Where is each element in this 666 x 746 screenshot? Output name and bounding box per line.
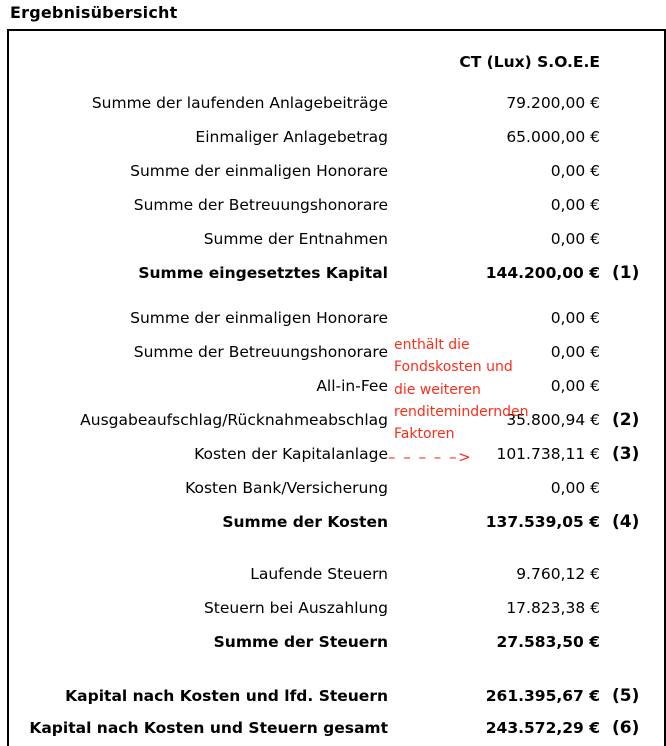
row-label: Summe eingesetztes Kapital: [138, 264, 388, 282]
annotation-arrow-icon: – – – – –>: [388, 448, 473, 466]
row-value: 137.539,05 €: [485, 513, 600, 531]
column-header: CT (Lux) S.O.E.E: [459, 53, 600, 71]
table-section: [9, 86, 664, 290]
row-value: 144.200,00 €: [485, 264, 600, 282]
row-value: 65.000,00 €: [506, 128, 600, 146]
row-label: Summe der laufenden Anlagebeiträge: [91, 94, 388, 112]
table-row: [9, 471, 664, 505]
row-value: 0,00 €: [550, 162, 600, 180]
row-footnote: (3): [612, 444, 640, 464]
row-value: 9.760,12 €: [516, 565, 600, 583]
row-value: 0,00 €: [550, 377, 600, 395]
table-row: [9, 403, 664, 437]
row-label: Summe der Kosten: [222, 513, 388, 531]
annotation-line: enthält die: [394, 337, 470, 353]
row-value: 79.200,00 €: [506, 94, 600, 112]
table-row: [9, 505, 664, 539]
table-row: [9, 680, 664, 712]
table-row: [9, 335, 664, 369]
table-row: [9, 591, 664, 625]
table-row: [9, 437, 664, 471]
row-value: 17.823,38 €: [506, 599, 600, 617]
page-title: Ergebnisübersicht: [10, 3, 178, 22]
row-value: 243.572,29 €: [485, 719, 600, 737]
table-row: [9, 557, 664, 591]
table-row: [9, 222, 664, 256]
table-row: [9, 120, 664, 154]
table-section: [9, 557, 664, 659]
annotation-line: Fondskosten und: [394, 359, 513, 376]
row-label: Ausgabeaufschlag/Rücknahmeabschlag: [80, 411, 388, 429]
table-row: [9, 712, 664, 744]
table-section: [9, 301, 664, 539]
row-value: 0,00 €: [550, 196, 600, 214]
row-label: Laufende Steuern: [250, 565, 388, 583]
annotation-line: die weiteren: [394, 381, 481, 398]
table-row: [9, 154, 664, 188]
table-row: [9, 188, 664, 222]
row-label: Summe der Entnahmen: [203, 230, 388, 248]
row-label: Steuern bei Auszahlung: [203, 599, 388, 617]
row-footnote: (1): [612, 263, 640, 283]
row-label: Kapital nach Kosten und Steuern gesamt: [29, 719, 388, 737]
row-label: Kosten Bank/Versicherung: [185, 479, 388, 497]
row-footnote: (2): [612, 410, 640, 430]
row-label: Summe der Betreuungshonorare: [133, 343, 388, 361]
row-value: 261.395,67 €: [485, 687, 600, 705]
annotation-line: renditemindernden: [394, 403, 529, 420]
row-label: Summe der einmaligen Honorare: [130, 309, 388, 327]
table-section: [9, 680, 664, 744]
row-value: 0,00 €: [550, 309, 600, 327]
row-value: 0,00 €: [550, 230, 600, 248]
results-box: [7, 29, 666, 746]
table-row: [9, 301, 664, 335]
table-row: [9, 625, 664, 659]
row-label: Summe der Betreuungshonorare: [133, 196, 388, 214]
column-header-row: [9, 45, 664, 79]
table-row: [9, 256, 664, 290]
row-footnote: (5): [612, 686, 640, 706]
table-row: [9, 369, 664, 403]
row-value: 27.583,50 €: [496, 633, 600, 651]
annotation-line: Faktoren: [394, 426, 455, 443]
annotation-text: [394, 334, 564, 445]
row-value: 35.800,94 €: [506, 411, 600, 429]
table-body: [9, 86, 664, 744]
row-value: 101.738,11 €: [496, 445, 600, 463]
row-label: Summe der einmaligen Honorare: [130, 162, 388, 180]
table-row: [9, 86, 664, 120]
row-label: Einmaliger Anlagebetrag: [195, 128, 388, 146]
row-value: 0,00 €: [550, 479, 600, 497]
row-label: Summe der Steuern: [213, 633, 388, 651]
row-value: 0,00 €: [550, 343, 600, 361]
row-footnote: (4): [612, 512, 640, 532]
row-label: All-in-Fee: [316, 377, 388, 395]
row-footnote: (6): [612, 718, 640, 738]
row-label: Kapital nach Kosten und lfd. Steuern: [65, 687, 388, 705]
row-label: Kosten der Kapitalanlage: [194, 445, 388, 463]
